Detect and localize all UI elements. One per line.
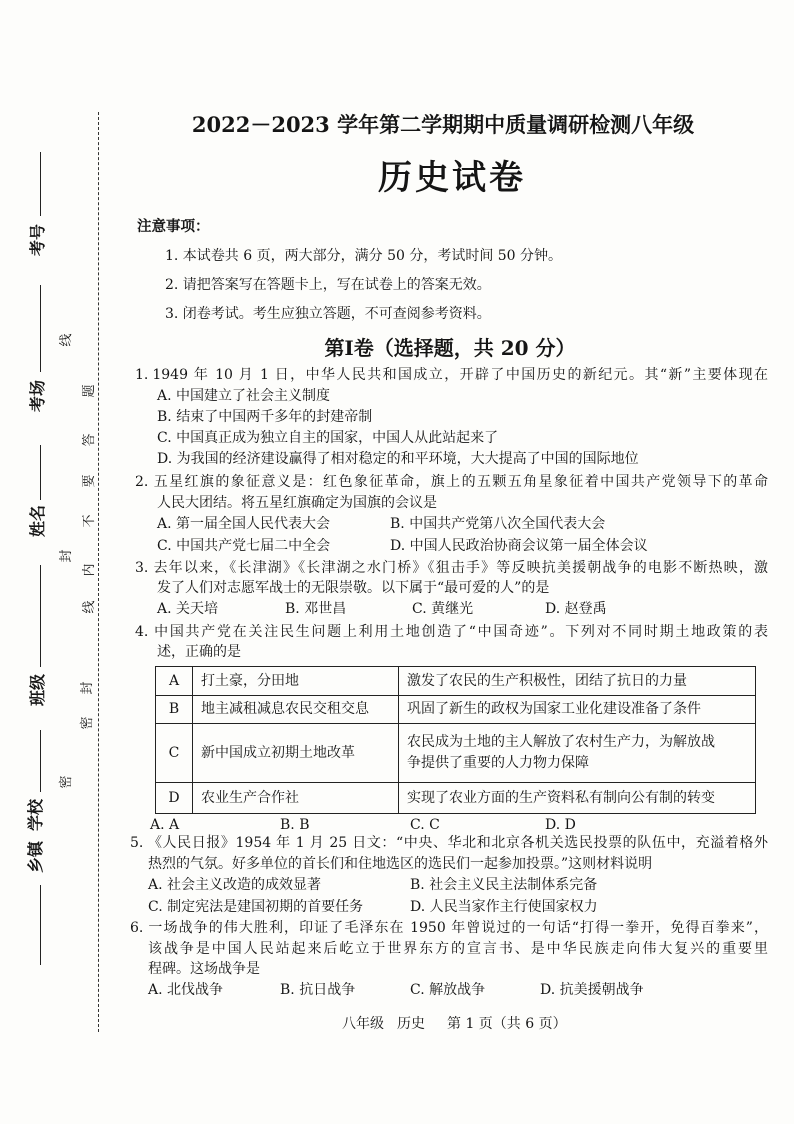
seal-dashed-line [98, 112, 99, 1032]
policy-cell: 新中国成立初期土地改革 [193, 724, 399, 783]
field-label-name: 姓名 [28, 504, 47, 538]
effect-cell [399, 724, 756, 783]
table-row [156, 696, 756, 724]
question-number: 3. [135, 560, 149, 576]
q2-option-c [157, 536, 330, 556]
option-label: B. [410, 877, 425, 893]
q4-option-a [150, 815, 179, 835]
field-label-school: 学校 [26, 798, 45, 832]
field-label-class: 班级 [28, 673, 47, 707]
question-stem-text: 中国共产党在关注民生问题上利用土地创造了“中国奇迹”。下列对不同时期土地政策的表 [152, 624, 768, 640]
seal-inner-char: 不 [82, 514, 97, 528]
option-text: 关天培 [176, 601, 219, 617]
q5-option-b [410, 875, 597, 895]
field-line-exam-room [40, 285, 41, 372]
policy-cell: 农业生产合作社 [193, 783, 399, 814]
seal-inner-char: 线 [82, 600, 97, 614]
option-label: B. [280, 982, 295, 998]
effect-line: 争提供了重要的人力物力保障 [407, 755, 589, 771]
option-text: A [169, 817, 180, 833]
q1-option-c [157, 428, 498, 448]
q6-stem-line: 程碑。这场战争是 [148, 961, 260, 977]
q2-stem-line: 人民大团结。将五星红旗确定为国旗的会议是 [157, 495, 437, 511]
question-number: 4. [135, 624, 149, 640]
policy-cell: 打土豪，分田地 [193, 667, 399, 696]
option-text: 为我国的经济建设赢得了相对稳定的和平环境，大大提高了中国的国际地位 [176, 451, 639, 467]
table-row [156, 724, 756, 783]
option-label: C. [410, 982, 425, 998]
q2-stem-line [135, 472, 768, 492]
seal-outer-char: 封 [59, 549, 74, 563]
seal-outer-char: 线 [59, 333, 74, 347]
effect-cell [399, 667, 756, 696]
option-label: C. [412, 601, 427, 617]
option-label: C. [148, 899, 163, 915]
exam-subtitle: 2022－2023 学年第二学期期中质量调研检测八年级 [191, 112, 695, 137]
question-number: 2. [135, 474, 149, 490]
question-number: 1. [135, 367, 149, 383]
q3-stem-line [135, 558, 768, 578]
q4-option-b [280, 815, 310, 835]
q5-option-c [148, 897, 363, 917]
q1-stem-line [135, 365, 768, 385]
effect-line: 农民成为土地的主人解放了农村生产力，为解放战 [407, 734, 715, 750]
option-text: 人民当家作主行使国家权力 [429, 899, 598, 915]
footer-subject: 历史 [397, 1016, 425, 1032]
option-label: C. [157, 430, 172, 446]
field-line-township [40, 885, 41, 965]
q3-option-d [545, 599, 607, 619]
option-label: B. [390, 516, 405, 532]
q6-option-b [280, 980, 355, 1000]
option-text: C [429, 817, 440, 833]
row-key: A [156, 667, 193, 696]
section-title: 第Ⅰ卷（选择题，共 20 分） [324, 336, 576, 360]
q6-option-c [410, 980, 485, 1000]
seal-outer-char: 密 [59, 775, 74, 789]
seal-inner-char: 密 [80, 716, 95, 730]
q1-option-d [157, 449, 639, 469]
seal-inner-char: 答 [82, 433, 97, 447]
q6-stem-line [130, 918, 768, 938]
option-text: 解放战争 [429, 982, 486, 998]
effect-line: 实现了农业方面的生产资料私有制向公有制的转变 [407, 789, 715, 806]
notes-heading: 注意事项： [137, 218, 210, 235]
option-label: C. [157, 538, 172, 554]
option-label: A. [157, 388, 172, 404]
option-text: B [299, 817, 310, 833]
q6-stem-line: 该战争是中国人民站起来后屹立于世界东方的宣言书、是中华民族走向伟大复兴的重要里 [148, 941, 768, 957]
option-label: A. [157, 516, 172, 532]
q1-option-a [157, 386, 330, 406]
seal-inner-char: 题 [82, 384, 97, 398]
question-stem-text: 一场战争的伟大胜利，印证了毛泽东在 1950 年曾说过的一句话“打得一拳开，免得百拳来”， [147, 920, 768, 936]
q1-option-b [157, 407, 372, 427]
option-text: 中国共产党第八次全国代表大会 [409, 516, 606, 532]
table-row [156, 783, 756, 814]
row-key: C [156, 724, 193, 783]
question-stem-text: 五星红旗的象征意义是：红色象征革命，旗上的五颗五角星象征着中国共产党领导下的革命 [152, 474, 768, 490]
question-stem-text: 1949 年 10 月 1 日，中华人民共和国成立，开辟了中国历史的新纪元。其“新”主要体现在 [152, 367, 768, 383]
option-text: 制定宪法是建国初期的首要任务 [167, 899, 364, 915]
field-label-exam-number: 考号 [28, 223, 47, 257]
option-text: 黄继光 [431, 601, 474, 617]
table-row [156, 667, 756, 696]
q2-option-a [157, 514, 330, 534]
option-text: 邓世昌 [304, 601, 347, 617]
row-key: B [156, 696, 193, 724]
effect-cell [399, 783, 756, 814]
option-text: 北伐战争 [167, 982, 224, 998]
q5-option-a [148, 875, 321, 895]
field-label-township: 乡镇 [26, 840, 45, 874]
land-policy-table [155, 666, 756, 814]
question-number: 6. [130, 920, 144, 936]
footer-grade: 八年级 [342, 1016, 384, 1032]
option-label: B. [285, 601, 300, 617]
option-text: 抗美援朝战争 [559, 982, 644, 998]
option-label: D. [540, 982, 556, 998]
note-item: 3. 闭卷考试。考生应独立答题，不可查阅参考资料。 [165, 306, 491, 322]
q6-option-a [148, 980, 223, 1000]
field-label-exam-room: 考场 [28, 379, 47, 413]
q3-option-b [285, 599, 346, 619]
option-text: 抗日战争 [299, 982, 356, 998]
note-item: 2. 请把答案写在答题卡上，写在试卷上的答案无效。 [165, 277, 491, 293]
q3-stem-line: 发了人们对志愿军战士的无限崇敬。以下属于“最可爱的人”的是 [157, 580, 550, 596]
option-label: A. [157, 601, 172, 617]
question-number: 5. [130, 835, 144, 851]
effect-line: 巩固了新生的政权为国家工业化建设准备了条件 [407, 701, 701, 717]
option-text: 结束了中国两千多年的封建帝制 [176, 409, 373, 425]
option-label: B. [157, 409, 172, 425]
option-label: A. [150, 817, 165, 833]
option-label: B. [280, 817, 295, 833]
seal-inner-char: 封 [80, 681, 95, 695]
option-text: 社会主义改造的成效显著 [167, 877, 322, 893]
option-label: A. [148, 877, 163, 893]
option-text: D [564, 817, 576, 833]
option-text: 第一届全国人民代表大会 [176, 516, 331, 532]
option-label: D. [545, 601, 561, 617]
q5-stem-line: 热烈的气氛。好多单位的首长们和住地选区的选民们一起参加投票。”这则材料说明 [148, 856, 653, 872]
option-label: D. [390, 538, 406, 554]
seal-inner-char: 内 [82, 563, 97, 577]
q5-option-d [410, 897, 598, 917]
q6-option-d [540, 980, 644, 1000]
option-text: 赵登禹 [564, 601, 607, 617]
q2-option-b [390, 514, 605, 534]
q5-stem-line [130, 833, 768, 853]
row-key: D [156, 783, 193, 814]
footer-page-number: 第 1 页（共 6 页） [447, 1016, 567, 1032]
q3-option-a [157, 599, 218, 619]
q4-option-c [410, 815, 440, 835]
option-label: C. [410, 817, 425, 833]
option-text: 中国真正成为独立自主的国家，中国人从此站起来了 [176, 430, 499, 446]
option-label: D. [545, 817, 561, 833]
field-line-school [40, 730, 41, 792]
effect-line: 激发了农民的生产积极性，团结了抗日的力量 [407, 672, 687, 689]
q4-option-d [545, 815, 576, 835]
option-label: A. [148, 982, 163, 998]
field-line-exam-number [40, 152, 41, 216]
question-stem-text: 去年以来，《长津湖》《长津湖之水门桥》《狙击手》等反映抗美援朝战争的电影不断热映，激 [152, 560, 768, 576]
note-item: 1. 本试卷共 6 页，两大部分，满分 50 分，考试时间 50 分钟。 [165, 248, 563, 264]
option-text: 中国人民政治协商会议第一届全体会议 [409, 538, 648, 554]
field-line-class [40, 565, 41, 667]
policy-cell: 地主减租减息农民交租交息 [193, 696, 399, 724]
q4-stem-line: 述，正确的是 [157, 644, 241, 660]
seal-inner-char: 要 [82, 474, 97, 488]
question-stem-text: 《人民日报》1954 年 1 月 25 日文：“中央、华北和北京各机关选民投票的队伍中，充溢着格外 [147, 835, 768, 851]
field-line-name [40, 445, 41, 500]
option-text: 中国建立了社会主义制度 [176, 388, 331, 404]
q4-stem-line [135, 622, 768, 642]
option-label: D. [157, 451, 173, 467]
option-label: D. [410, 899, 426, 915]
q2-option-d [390, 536, 648, 556]
q3-option-c [412, 599, 473, 619]
effect-cell [399, 696, 756, 724]
exam-title: 历史试卷 [378, 158, 526, 198]
option-text: 社会主义民主法制体系完备 [429, 877, 598, 893]
option-text: 中国共产党七届二中全会 [176, 538, 331, 554]
